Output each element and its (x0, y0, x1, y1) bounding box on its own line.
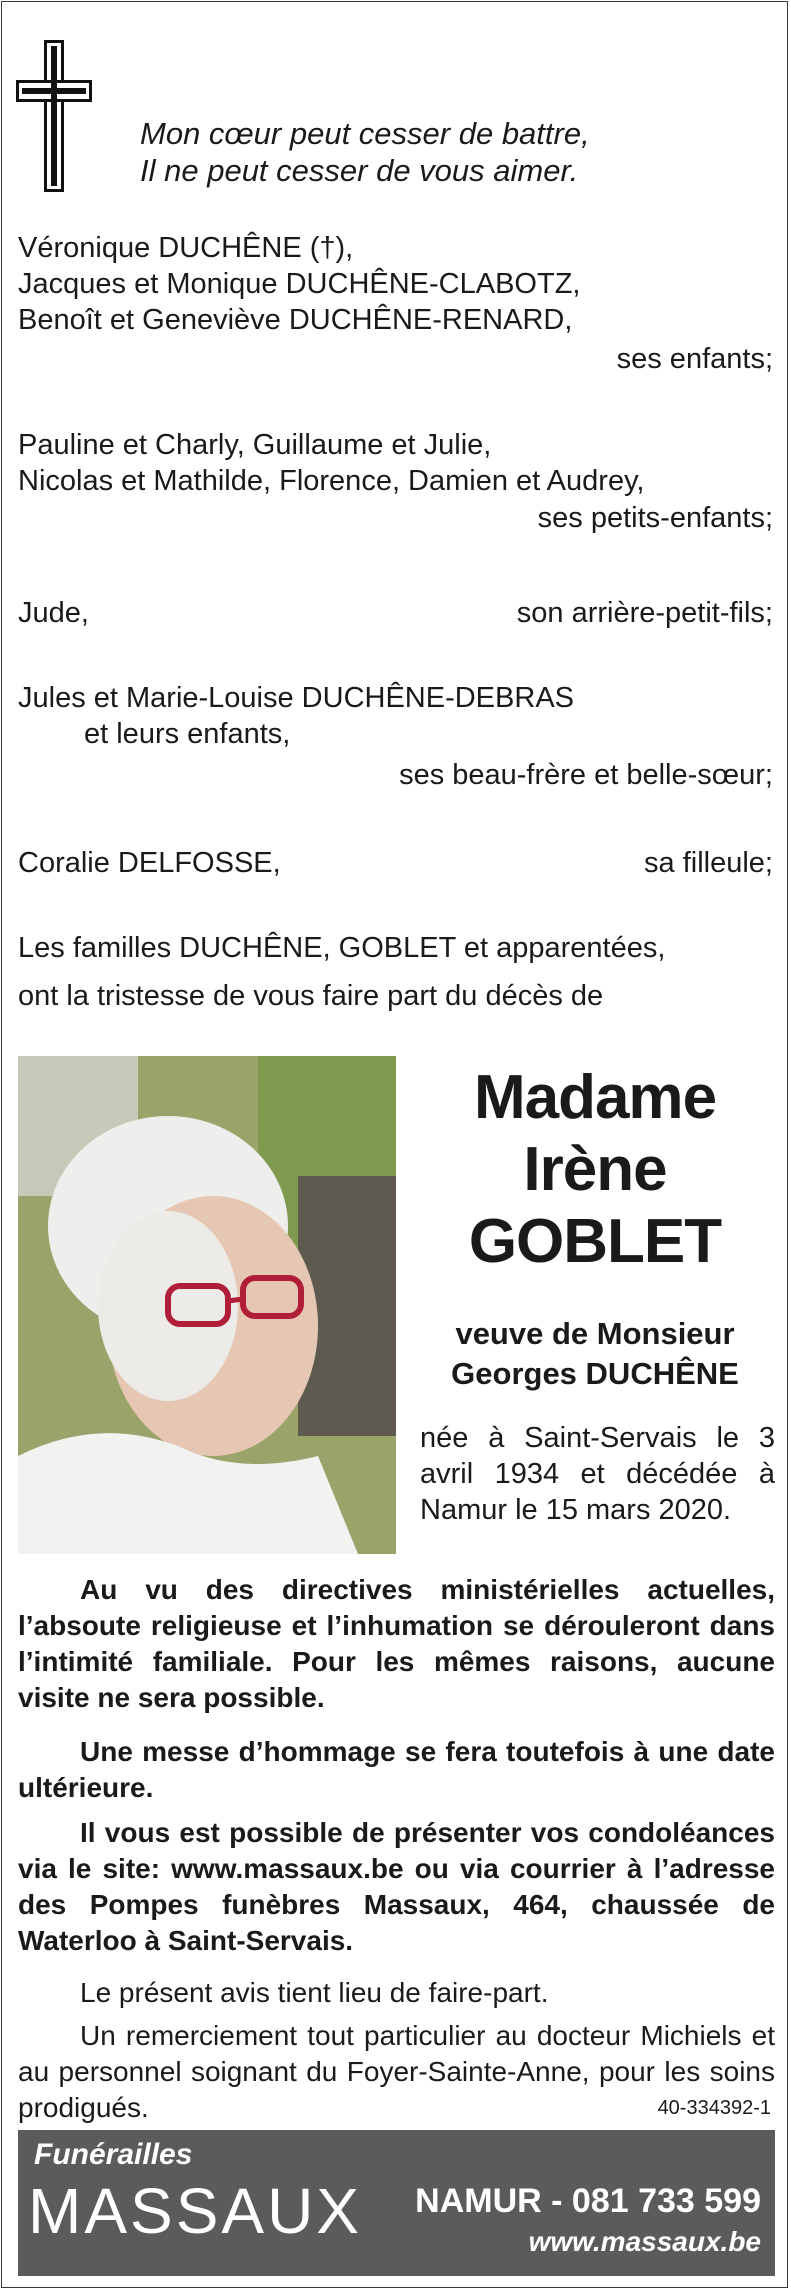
portrait-photo (18, 1056, 396, 1554)
in-laws-line-1: Jules et Marie-Louise DUCHÊNE-DEBRAS (18, 682, 574, 714)
children-line-3: Benoît et Geneviève DUCHÊNE-RENARD, (18, 304, 573, 336)
notice-paragraph-2: Une messe d’hommage se fera toutefois à une date ultérieure. (18, 1736, 775, 1803)
grandchildren-line-1: Pauline et Charly, Guillaume et Julie, (18, 429, 492, 461)
website-link[interactable]: www.massaux.be (528, 2226, 761, 2257)
deceased-last-name: GOBLET (468, 1207, 722, 1276)
in-laws-line-2: et leurs enfants, (84, 718, 291, 750)
epigraph-line-1: Mon cœur peut cesser de battre, (140, 116, 590, 151)
great-grandchild-name: Jude, (18, 597, 89, 629)
families-line-1: Les familles DUCHÊNE, GOBLET et apparentées, (18, 932, 666, 964)
brand-name: MASSAUX (28, 2175, 362, 2247)
brand-subtitle: Funérailles (34, 2138, 193, 2171)
deceased-title: Madame (473, 1063, 717, 1132)
in-laws-relation: ses beau-frère et belle-sœur; (399, 759, 773, 791)
notice-paragraph-1: Au vu des directives ministérielles actuelles, l’absoute religieuse et l’inhumation se dérouleront dans l’intimité familiale. Pour les mêmes raisons, aucune visite ne sera possible. (18, 1574, 775, 1713)
families-line-2: ont la tristesse de vous faire part du décès de (18, 980, 604, 1012)
widow-line-1: veuve de Monsieur (455, 1316, 735, 1351)
contact-phone: NAMUR - 081 733 599 (415, 2182, 761, 2220)
birth-death-details: née à Saint-Servais le 3 avril 1934 et décédée à Namur le 15 mars 2020. (420, 1422, 775, 1526)
cross-icon (16, 40, 92, 192)
children-line-2: Jacques et Monique DUCHÊNE-CLABOTZ, (18, 268, 581, 300)
deceased-first-name: Irène (523, 1135, 667, 1204)
notice-paragraph-5: Un remerciement tout particulier au docteur Michiels et au personnel soignant du Foyer-Sainte-Anne, pour les soins prodigués. (18, 2020, 775, 2123)
grandchildren-line-2: Nicolas et Mathilde, Florence, Damien et Audrey, (18, 465, 645, 497)
children-line-1: Véronique DUCHÊNE (†), (18, 232, 354, 264)
great-grandchild-relation: son arrière-petit-fils; (516, 597, 773, 629)
deceased-name-block (410, 1062, 780, 1278)
notice-paragraph-3: Il vous est possible de présenter vos condoléances via le site: www.massaux.be ou via courrier à l’adresse des Pompes funèbres Massaux, 464, chaussée de Waterloo à Saint-Servais. (18, 1817, 775, 1956)
goddaughter-relation: sa filleule; (644, 847, 773, 879)
funeral-home-banner (18, 2130, 775, 2276)
widow-line-2: Georges DUCHÊNE (451, 1356, 739, 1391)
widow-block (410, 1314, 780, 1394)
epigraph (140, 115, 590, 189)
epigraph-line-2: Il ne peut cesser de vous aimer. (140, 153, 579, 188)
children-relation: ses enfants; (616, 343, 773, 375)
notice-paragraph-4: Le présent avis tient lieu de faire-part. (80, 1977, 549, 2008)
reference-number: 40-334392-1 (657, 2097, 771, 2119)
goddaughter-name: Coralie DELFOSSE, (18, 847, 281, 879)
grandchildren-relation: ses petits-enfants; (537, 502, 773, 534)
